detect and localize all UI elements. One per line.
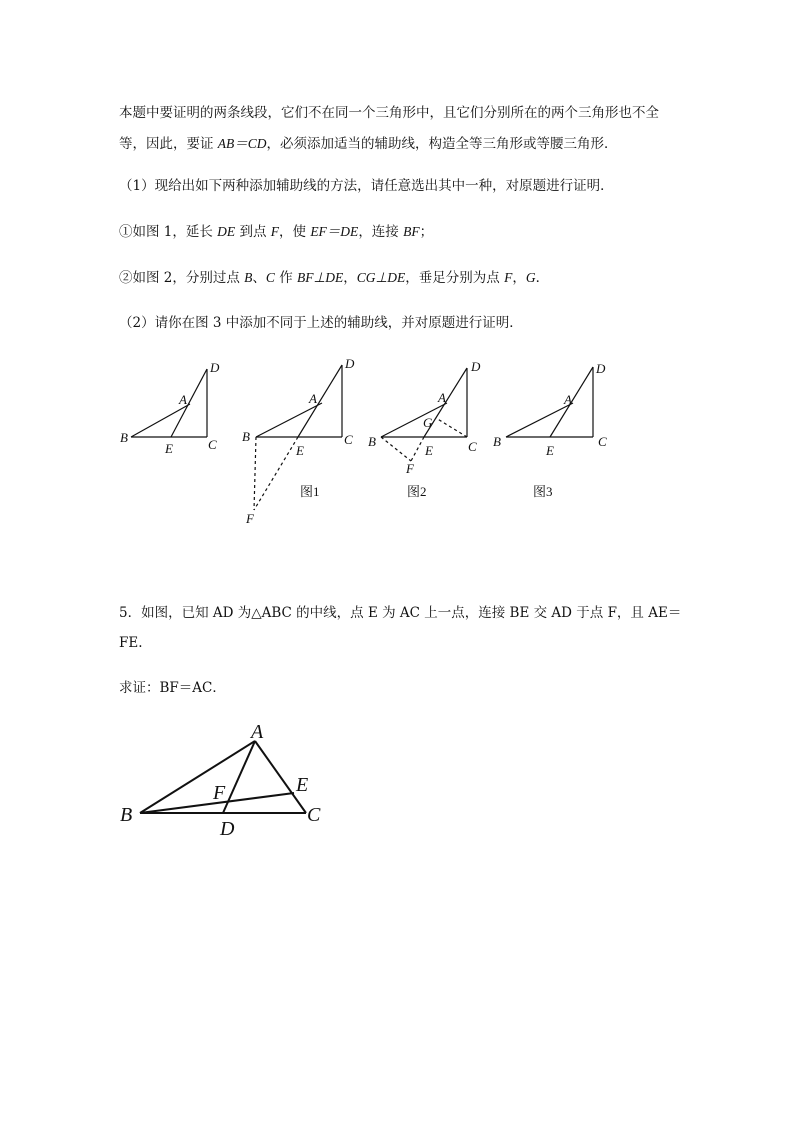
m1-b: 到点 <box>235 224 271 240</box>
figure-1 <box>254 365 342 510</box>
q5-line-2: FE. <box>119 635 143 651</box>
m1-d: ，连接 <box>358 224 404 240</box>
fig2-label-a: A <box>438 390 446 405</box>
part2-text: （2）请你在图 3 中添加不同于上述的辅助线，并对原题进行证明． <box>119 315 523 331</box>
m2-g: ， <box>343 270 357 286</box>
q5-line-3: 求证：BF＝AC． <box>119 680 226 696</box>
fig3-seg-ba <box>506 403 573 437</box>
m2-b: B <box>244 270 253 285</box>
m2-j: F <box>504 270 513 285</box>
fig1-label-e: E <box>296 443 304 458</box>
fig2-caption: 图2 <box>407 484 427 499</box>
fig3-label-a: A <box>564 392 572 407</box>
fig2-label-g: G <box>423 415 433 430</box>
m1-e: ； <box>419 224 434 240</box>
m1-bf: BF <box>403 224 420 239</box>
intro-text-a: 等，因此，要证 <box>119 136 218 152</box>
m2-h: CG⊥DE <box>356 270 406 285</box>
fig2-seg-bf-dashed <box>381 437 411 461</box>
fig0-label-b: B <box>120 430 128 445</box>
m2-f: BF⊥DE <box>297 270 344 285</box>
part1-text: （1）现给出如下两种添加辅助线的方法，请任意选出其中一种，对原题进行证明． <box>119 178 614 194</box>
intro-math: AB＝CD <box>217 136 267 151</box>
q5-label-d: D <box>220 818 235 840</box>
intro-text-b: ，必须添加适当的辅助线，构造全等三角形或等腰三角形． <box>266 136 618 152</box>
m2-i: ，垂足分别为点 <box>405 270 505 286</box>
fig2-label-e: E <box>425 443 433 458</box>
fig2-seg-ba <box>381 403 447 437</box>
fig2-seg-cg-dashed <box>436 418 467 437</box>
fig3-label-d: D <box>596 361 606 376</box>
m1-eq: EF＝DE <box>310 224 359 239</box>
fig0-label-c: C <box>208 437 217 452</box>
m2-m: ． <box>535 270 550 286</box>
fig1-caption: 图1 <box>300 484 320 499</box>
fig1-label-b: B <box>242 429 250 444</box>
intro-line-1: 本题中要证明的两条线段，它们不在同一个三角形中，且它们分别所在的两个三角形也不全 <box>119 105 659 121</box>
fig2-label-b: B <box>368 434 376 449</box>
fig1-label-a: A <box>309 391 317 406</box>
fig1-label-f: F <box>246 511 254 526</box>
m2-l: G <box>525 270 536 285</box>
q5-label-f: F <box>213 782 226 804</box>
fig3-label-c: C <box>598 434 607 449</box>
fig0-label-e: E <box>165 441 173 456</box>
seg-ba <box>131 404 190 437</box>
figure-original <box>131 369 207 437</box>
m2-d: C <box>265 270 275 285</box>
q5-label-b: B <box>120 804 133 826</box>
fig0-label-d: D <box>210 360 220 375</box>
fig1-seg-bf-dashed <box>254 437 256 510</box>
q5-label-c: C <box>307 804 321 826</box>
fig1-seg-ef-dashed <box>254 437 298 510</box>
fig1-label-d: D <box>345 356 355 371</box>
q5-seg-ba <box>140 741 255 813</box>
fig1-seg-ed <box>298 365 342 437</box>
figure-3 <box>506 367 593 437</box>
fig2-label-c: C <box>468 439 477 454</box>
fig3-label-e: E <box>546 443 554 458</box>
fig3-label-b: B <box>493 434 501 449</box>
fig2-label-f: F <box>406 461 414 476</box>
m2-k: ， <box>512 270 526 286</box>
fig1-seg-ba <box>256 403 322 437</box>
m1-a: ①如图 1，延长 <box>119 224 218 240</box>
q5-label-e: E <box>296 774 309 796</box>
m1-c: ，使 <box>279 224 311 240</box>
fig2-label-d: D <box>471 359 481 374</box>
q5-line-1: 5．如图，已知 AD 为△ABC 的中线，点 E 为 AC 上一点，连接 BE 交 AD 于点 F，且 AE＝ <box>119 605 682 621</box>
m1-f: F <box>270 224 280 239</box>
m2-a: ②如图 2，分别过点 <box>119 270 245 286</box>
m2-e: 作 <box>274 270 298 286</box>
fig1-label-c: C <box>344 432 353 447</box>
m2-c: 、 <box>252 270 266 286</box>
fig3-caption: 图3 <box>533 484 553 499</box>
m1-de: DE <box>217 224 236 239</box>
q5-label-a: A <box>251 721 264 743</box>
fig2-seg-ef-dashed <box>411 437 424 461</box>
fig0-label-a: A <box>179 392 187 407</box>
seg-ed <box>171 369 207 437</box>
